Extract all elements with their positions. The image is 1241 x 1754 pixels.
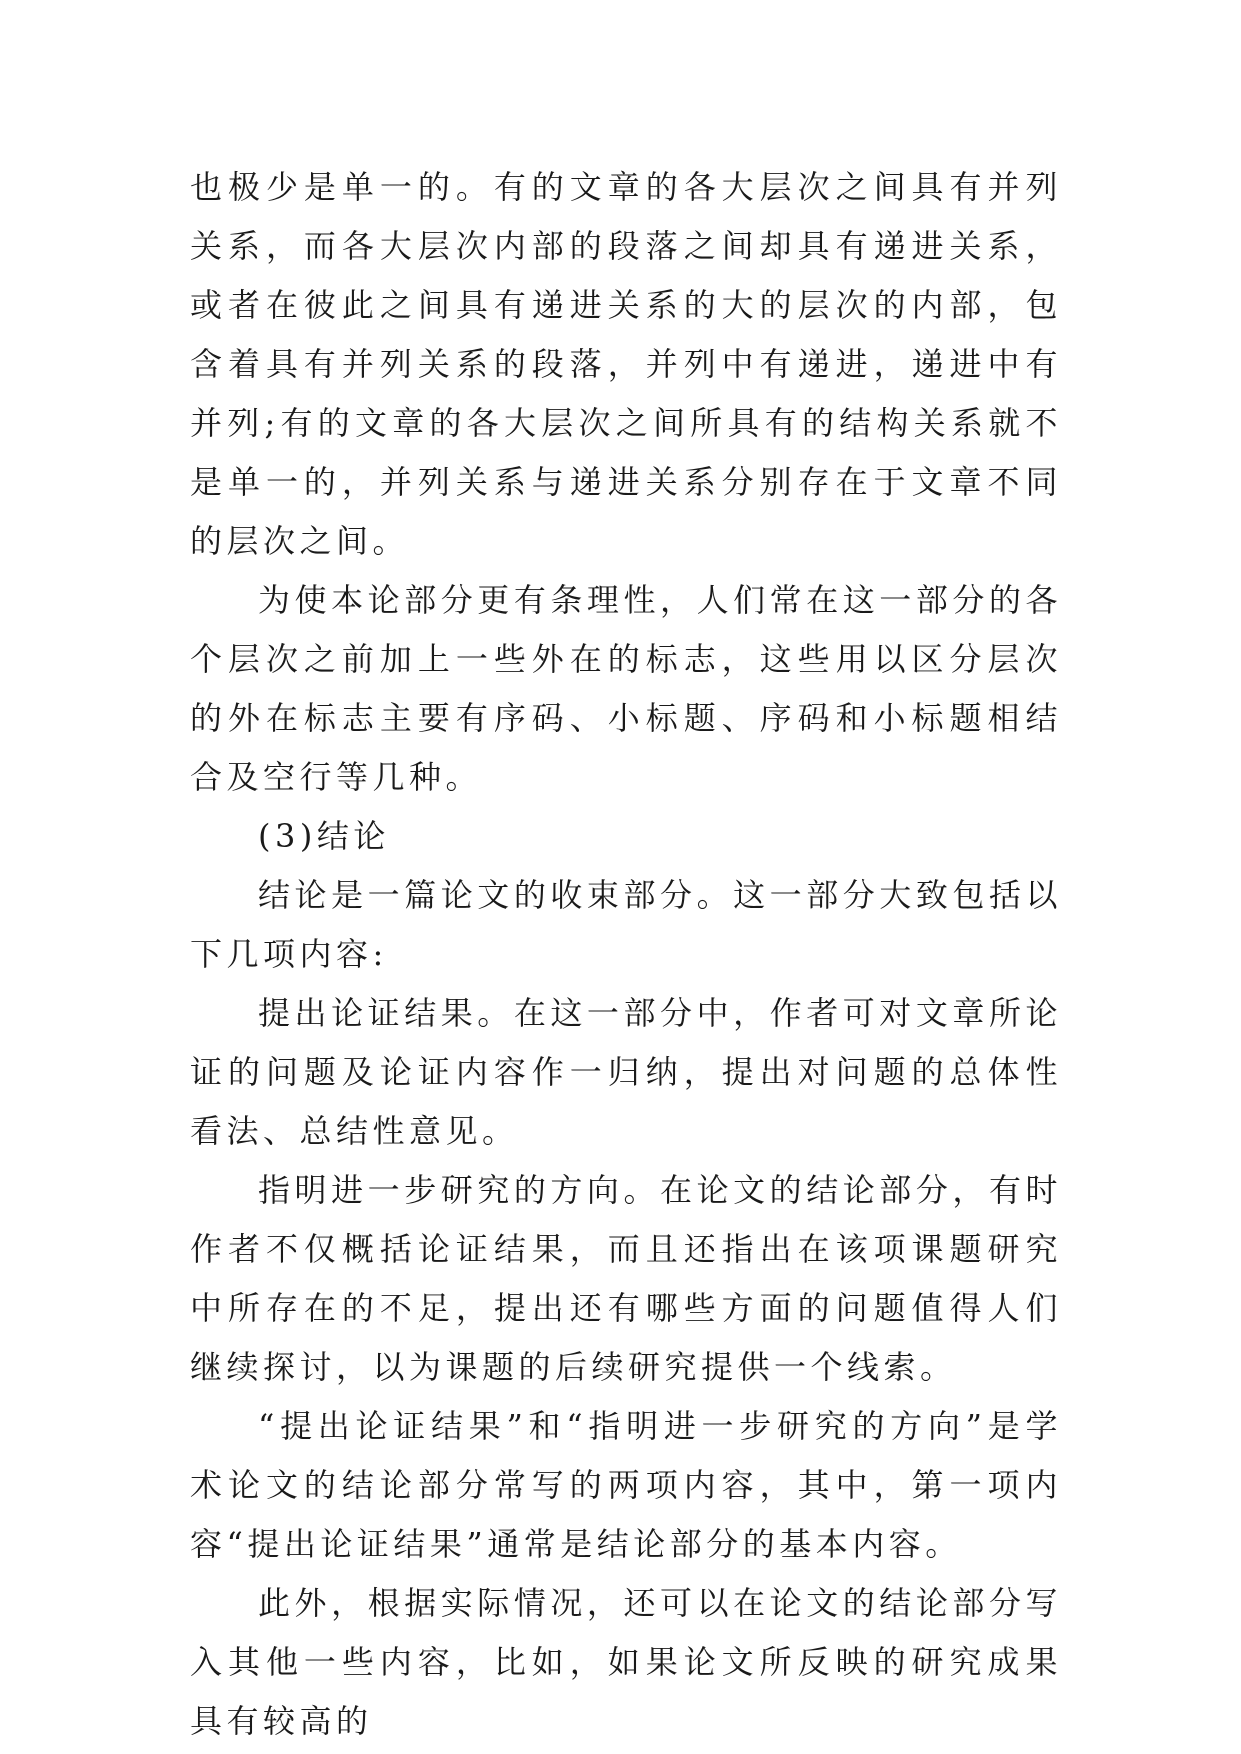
paragraph-3: 结论是一篇论文的收束部分。这一部分大致包括以下几项内容: bbox=[190, 876, 1062, 973]
document-page bbox=[190, 158, 1062, 1751]
paragraph-4: 提出论证结果。在这一部分中，作者可对文章所论证的问题及论证内容作一归纳，提出对问题的总体性看法、总结性意见。 bbox=[190, 994, 1062, 1150]
section-heading-conclusion: (3)结论 bbox=[258, 817, 390, 855]
paragraph-6: “提出论证结果”和“指明进一步研究的方向”是学术论文的结论部分常写的两项内容，其中，第一项内容“提出论证结果”通常是结论部分的基本内容。 bbox=[190, 1407, 1062, 1563]
paragraph-1: 也极少是单一的。有的文章的各大层次之间具有并列关系，而各大层次内部的段落之间却具有递进关系，或者在彼此之间具有递进关系的大的层次的内部，包含着具有并列关系的段落，并列中有递进，递进中有并列;有的文章的各大层次之间所具有的结构关系就不是单一的，并列关系与递进关系分别存在于文章不同的层次之间。 bbox=[190, 168, 1062, 560]
paragraph-2: 为使本论部分更有条理性，人们常在这一部分的各个层次之前加上一些外在的标志，这些用以区分层次的外在标志主要有序码、小标题、序码和小标题相结合及空行等几种。 bbox=[190, 581, 1062, 796]
paragraph-7: 此外，根据实际情况，还可以在论文的结论部分写入其他一些内容，比如，如果论文所反映的研究成果具有较高的 bbox=[190, 1584, 1062, 1740]
paragraph-5: 指明进一步研究的方向。在论文的结论部分，有时作者不仅概括论证结果，而且还指出在该项课题研究中所存在的不足，提出还有哪些方面的问题值得人们继续探讨，以为课题的后续研究提供一个线索。 bbox=[190, 1171, 1062, 1386]
